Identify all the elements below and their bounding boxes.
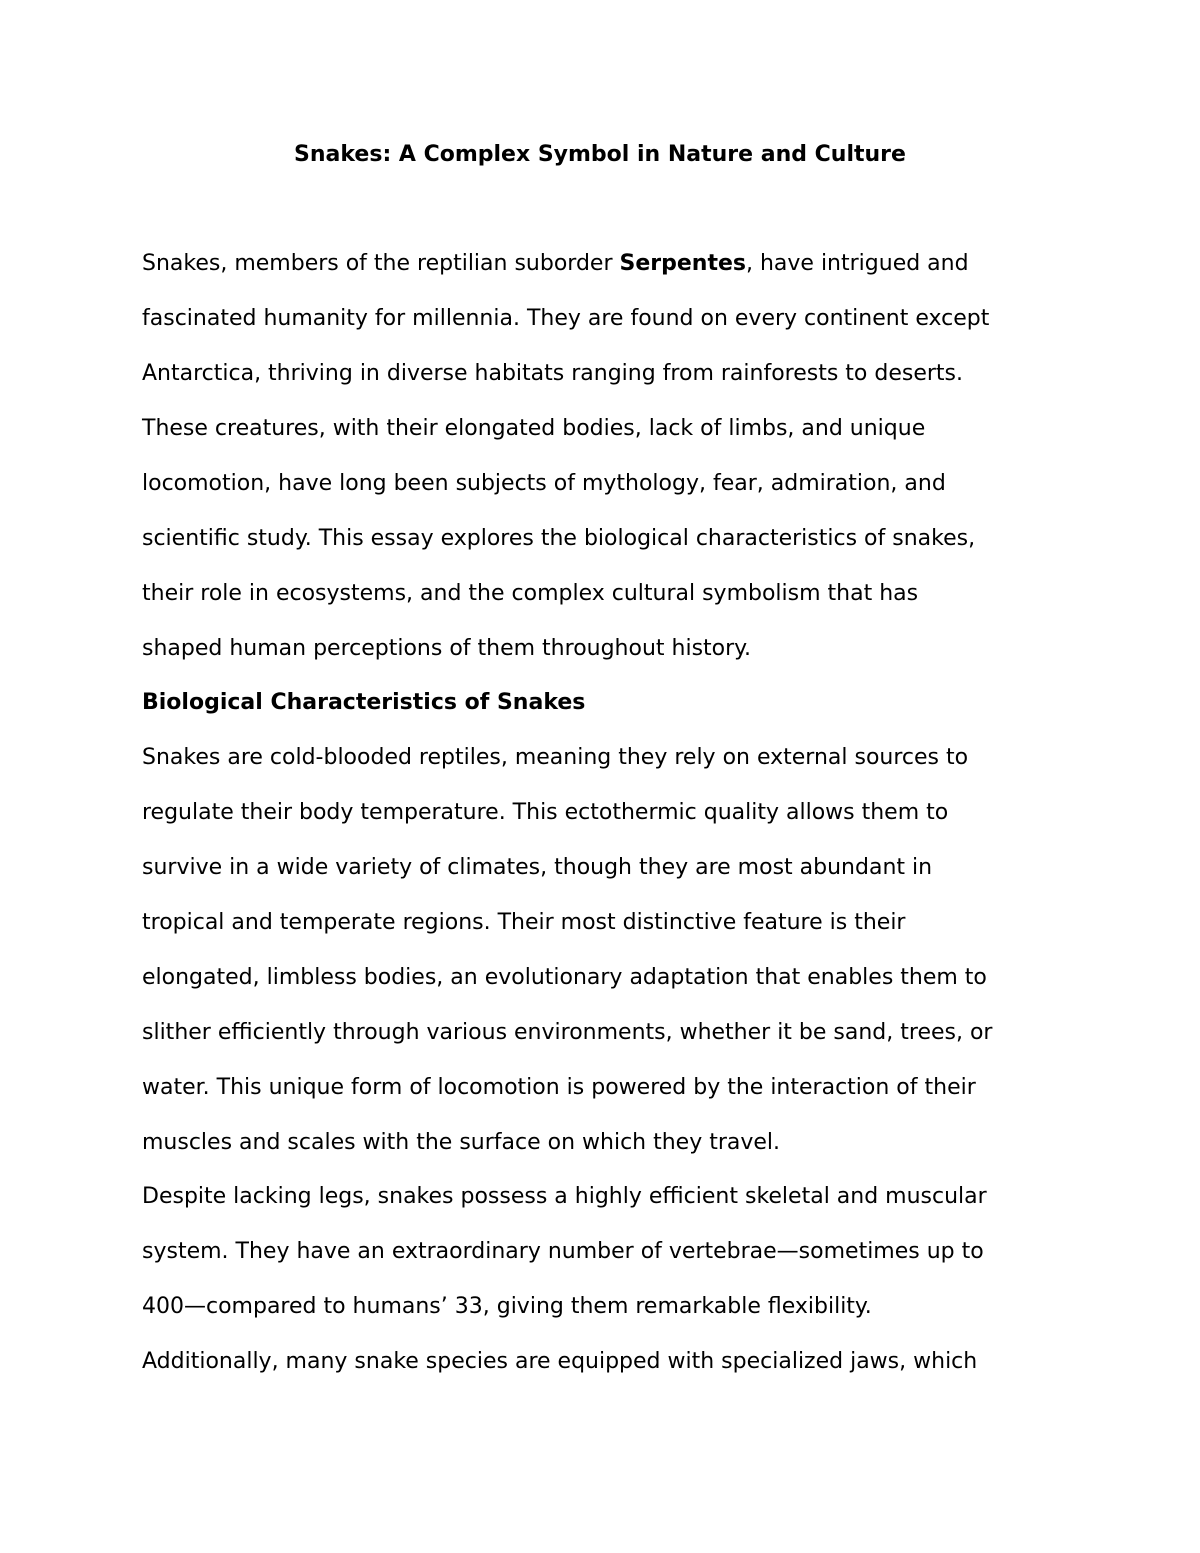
intro-line: fascinated humanity for millennia. They are found on every continent except [142, 306, 990, 331]
intro-line: shaped human perceptions of them throughout history. [142, 636, 752, 661]
body-line: elongated, limbless bodies, an evolutionary adaptation that enables them to [142, 965, 987, 990]
intro-line: scientific study. This essay explores the biological characteristics of snakes, [142, 526, 976, 551]
body-line: system. They have an extraordinary number of vertebrae—sometimes up to [142, 1239, 984, 1264]
intro-text: , have intrigued and [745, 251, 969, 276]
body-line: survive in a wide variety of climates, though they are most abundant in [142, 855, 933, 880]
body-line: tropical and temperate regions. Their most distinctive feature is their [142, 910, 906, 935]
body-line: regulate their body temperature. This ectothermic quality allows them to [142, 800, 949, 825]
intro-line: locomotion, have long been subjects of mythology, fear, admiration, and [142, 471, 946, 496]
body-line: 400—compared to humans’ 33, giving them remarkable flexibility. [142, 1294, 872, 1319]
body-line: muscles and scales with the surface on which they travel. [142, 1130, 781, 1155]
section-heading: Biological Characteristics of Snakes [142, 690, 586, 715]
body-line: water. This unique form of locomotion is powered by the interaction of their [142, 1075, 976, 1100]
intro-line [142, 249, 969, 279]
document-title: Snakes: A Complex Symbol in Nature and Culture [294, 142, 906, 167]
body-line: Snakes are cold-blooded reptiles, meaning they rely on external sources to [142, 745, 969, 770]
body-line: Additionally, many snake species are equipped with specialized jaws, which [142, 1349, 978, 1374]
intro-line: Antarctica, thriving in diverse habitats ranging from rainforests to deserts. [142, 361, 963, 386]
intro-line: These creatures, with their elongated bodies, lack of limbs, and unique [142, 416, 926, 441]
serpentes-term: Serpentes [619, 251, 746, 276]
body-line: Despite lacking legs, snakes possess a highly efficient skeletal and muscular [142, 1184, 987, 1209]
body-line: slither efficiently through various environments, whether it be sand, trees, or [142, 1020, 993, 1045]
intro-text: Snakes, members of the reptilian suborder [142, 251, 620, 276]
intro-line: their role in ecosystems, and the complex cultural symbolism that has [142, 581, 919, 606]
